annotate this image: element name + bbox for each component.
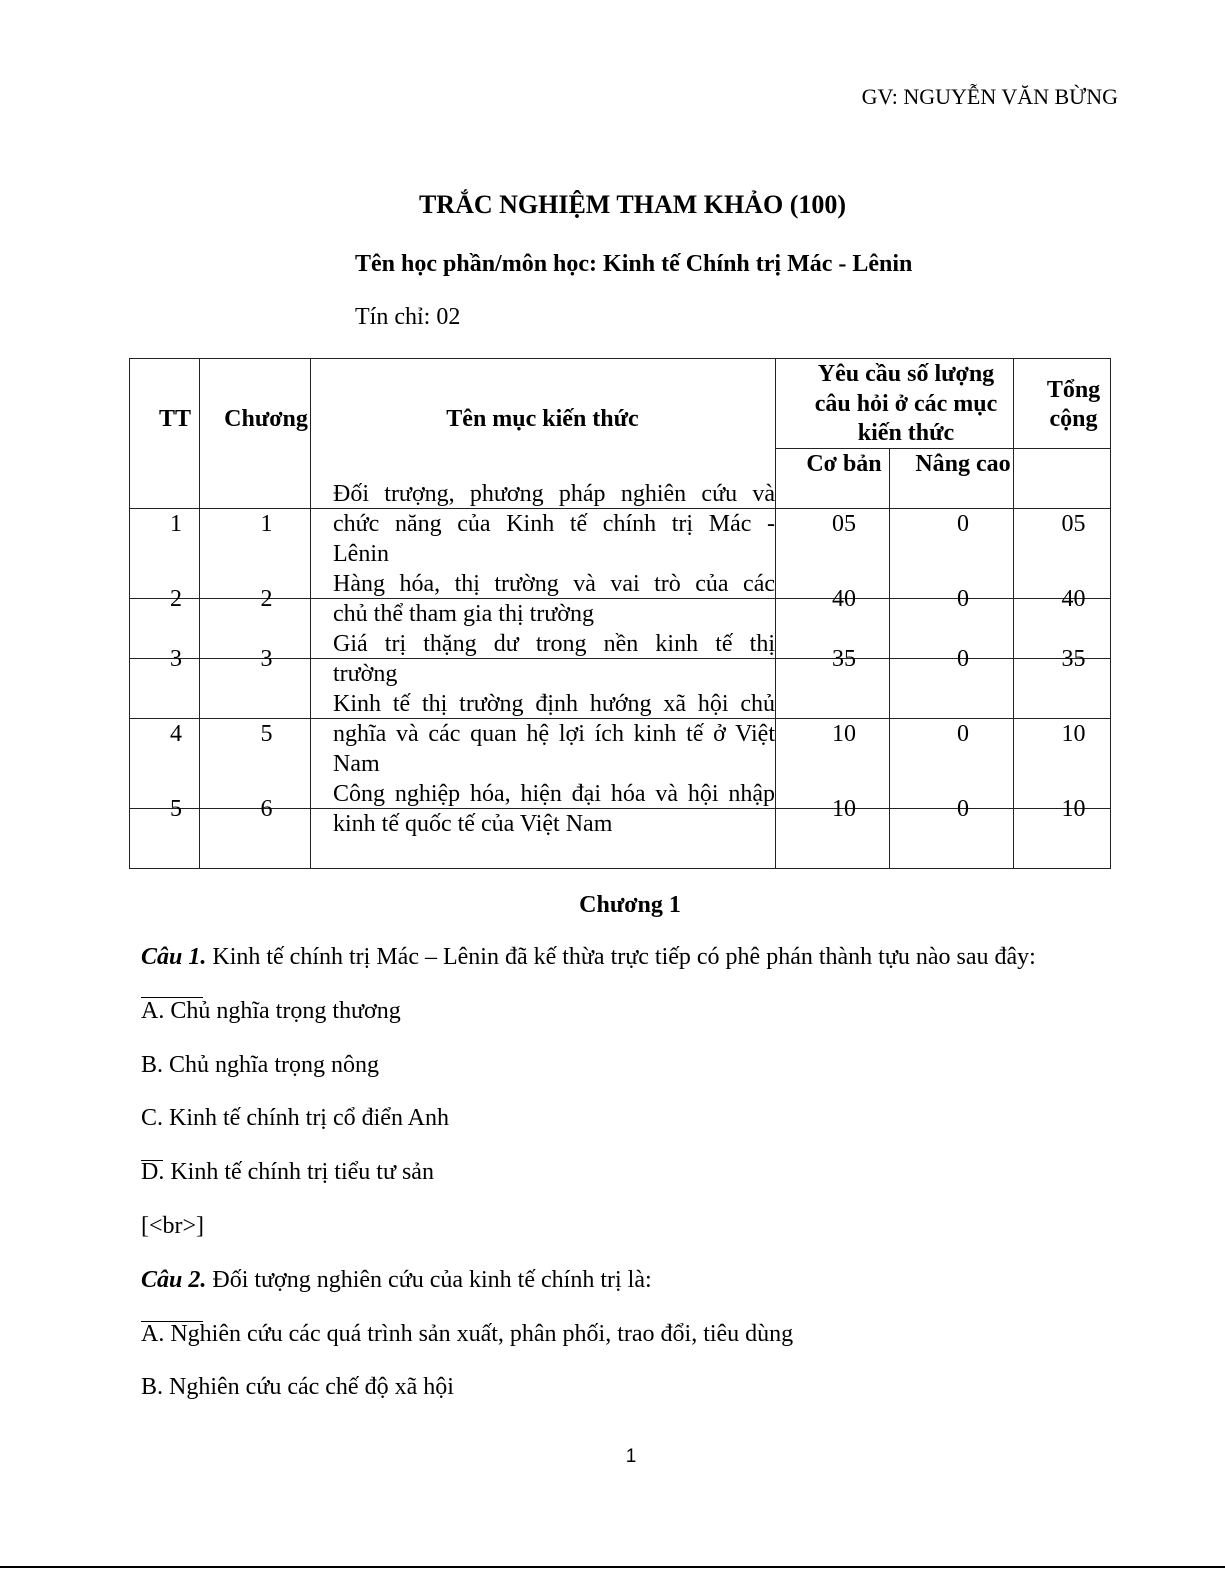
row-3-total: 35 [1061,646,1086,672]
question-1 [141,944,1036,971]
topic-line: Nam [333,751,380,777]
topic-line: Đối trượng, phương pháp nghiên cứu và [333,481,775,507]
row-2-chapter: 2 [260,586,273,612]
header-requirement-3: kiến thức [857,420,955,446]
table-border-left [129,358,130,868]
row-4-topic [333,689,775,779]
topic-line: trường [333,661,398,687]
row-3-chapter: 3 [260,646,273,672]
topic-line: chủ thể tham gia thị trường [333,601,594,627]
topic-line: Hàng hóa, thị trường và vai trò của các [333,571,775,597]
row-1-total: 05 [1061,511,1086,537]
topic-line: nghĩa và các quan hệ lợi ích kinh tế ở Việt [333,721,775,747]
subject-line: Tên học phần/môn học: Kinh tế Chính trị Mác - Lênin [355,251,913,277]
row-1-basic: 05 [832,511,856,537]
header-basic: Cơ bản [806,451,882,477]
credits-line: Tín chỉ: 02 [355,304,461,330]
header-advanced: Nâng cao [915,451,1011,477]
option-2a: A. Nghiên cứu các quá trình sản xuất, phân phối, trao đổi, tiêu dùng [141,1321,794,1347]
question-label: Câu 2. [141,1267,207,1293]
topic-line: chức năng của Kinh tế chính trị Mác - [333,511,775,537]
header-requirement-1: Yêu cầu số lượng [817,361,995,387]
row-1-advanced: 0 [957,511,969,537]
row-5-tt: 5 [170,796,182,822]
row-2-basic: 40 [832,586,856,612]
row-2-tt: 2 [170,586,182,612]
row-5-advanced: 0 [957,796,969,822]
option-1a: A. Chủ nghĩa trọng thương [141,998,401,1024]
row-3-basic: 35 [832,646,856,672]
row-5-chapter: 6 [260,796,273,822]
page-bottom-rule [0,1566,1225,1568]
row-5-basic: 10 [832,796,856,822]
row-4-total: 10 [1061,721,1086,747]
row-3-advanced: 0 [957,646,969,672]
row-4-basic: 10 [832,721,856,747]
option-2b: B. Nghiên cứu các chế độ xã hội [141,1374,454,1400]
header-total-2: cộng [1049,406,1098,432]
row-3-topic [333,629,775,689]
question-label: Câu 1. [141,944,207,970]
teacher-header: GV: NGUYỄN VĂN BỪNG [861,84,1118,109]
row-5-topic [333,779,775,839]
topic-line: kinh tế quốc tế của Việt Nam [333,811,613,837]
row-2-advanced: 0 [957,586,969,612]
row-4-chapter: 5 [260,721,273,747]
table-border-bottom [129,868,1111,869]
topic-line: Lênin [333,541,389,567]
row-4-tt: 4 [170,721,182,747]
page-number: 1 [625,1446,637,1467]
option-1b: B. Chủ nghĩa trọng nông [141,1052,379,1078]
option-1c: C. Kinh tế chính trị cổ điển Anh [141,1105,449,1131]
row-5-total: 10 [1061,796,1086,822]
header-tt: TT [158,406,191,432]
question-separator: [<br>] [141,1213,205,1239]
row-3-tt: 3 [170,646,182,672]
row-1-topic [333,479,775,569]
document-title: TRẮC NGHIỆM THAM KHẢO (100) [418,190,847,219]
question-2 [141,1267,652,1294]
question-text: Đối tượng nghiên cứu của kinh tế chính trị là: [206,1267,652,1293]
question-text: Kinh tế chính trị Mác – Lênin đã kế thừa trực tiếp có phê phán thành tựu nào sau đây: [206,944,1036,970]
header-chapter: Chương [224,406,308,432]
row-1-tt: 1 [170,511,182,537]
row-2-topic [333,569,775,629]
header-topic: Tên mục kiến thức [446,406,639,432]
header-requirement-2: câu hỏi ở các mục [814,391,998,417]
topic-line: Giá trị thặng dư trong nền kinh tế thị [333,631,775,657]
row-2-total: 40 [1061,586,1086,612]
topic-line: Công nghiệp hóa, hiện đại hóa và hội nhập [333,781,775,807]
option-1d: D. Kinh tế chính trị tiểu tư sản [141,1159,434,1185]
chapter-title: Chương 1 [579,892,681,918]
row-1-chapter: 1 [260,511,273,537]
header-total-1: Tổng [1046,377,1101,403]
topic-line: Kinh tế thị trường định hướng xã hội chủ [333,691,775,717]
row-4-advanced: 0 [957,721,969,747]
